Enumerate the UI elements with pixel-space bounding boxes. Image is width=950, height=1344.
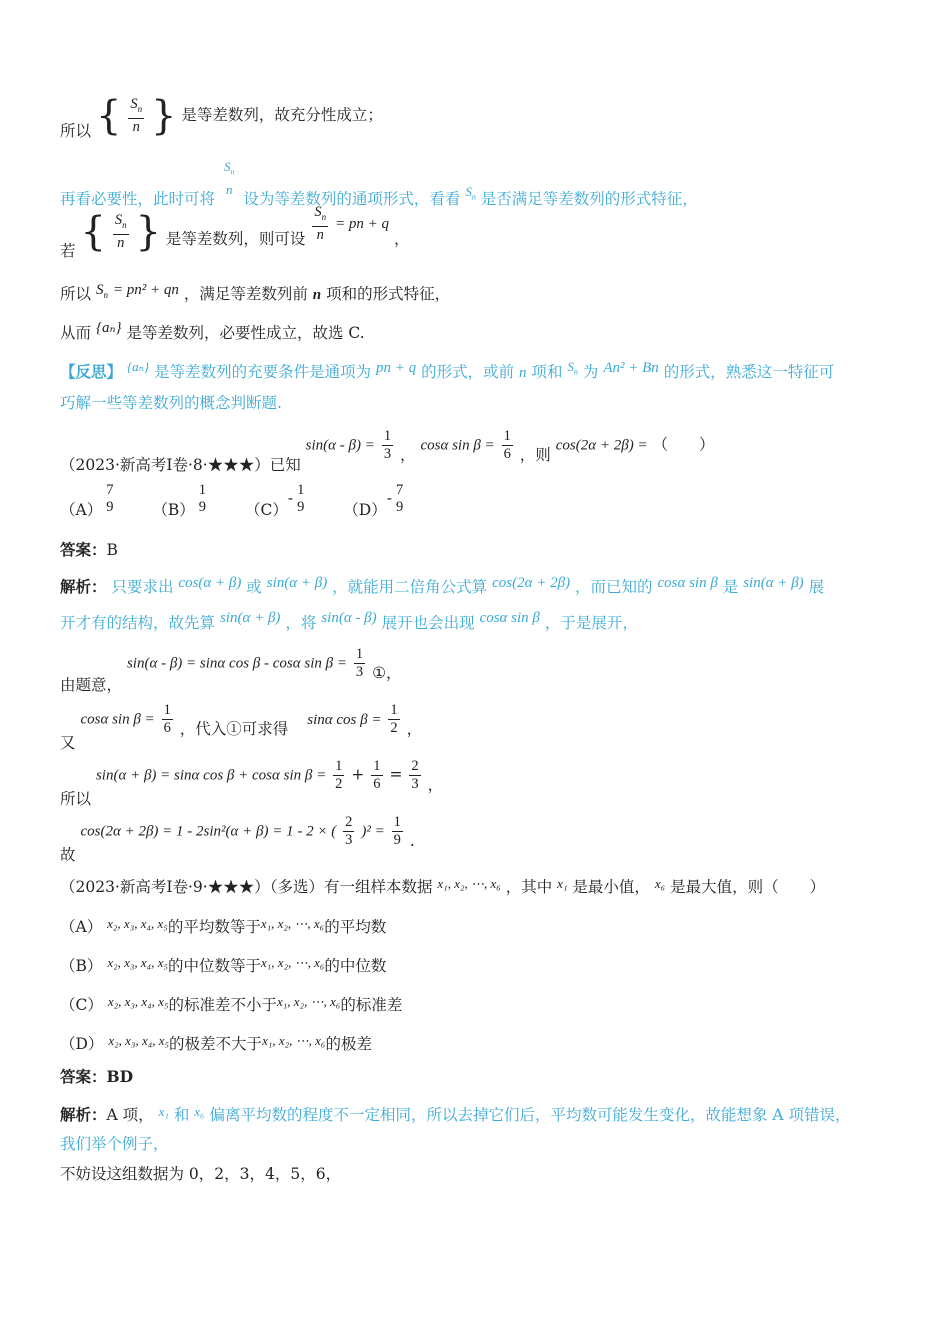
analysis-8 xyxy=(60,576,824,599)
text: 或 xyxy=(246,578,262,596)
option-9b[interactable] xyxy=(60,955,386,978)
text: ，而已知的 xyxy=(575,578,653,596)
fraction xyxy=(162,702,173,737)
answer-value: BD xyxy=(106,1067,134,1086)
analysis-9-cont xyxy=(60,1133,169,1155)
math-sequence: {aₙ} xyxy=(126,359,150,374)
text: 和 xyxy=(173,1106,190,1124)
math-expression: sinα cos β = xyxy=(307,711,382,728)
line-sn-form xyxy=(60,283,450,311)
math-expression: x₁, x₂, ⋯, x₆ xyxy=(437,876,501,891)
text: （ ） xyxy=(652,435,715,454)
answer-8 xyxy=(60,539,118,561)
minus-sign: - xyxy=(386,489,392,507)
frac-num: 1 xyxy=(393,814,401,830)
frac-den: 3 xyxy=(411,776,419,792)
text: ①， xyxy=(372,663,402,682)
text: ， xyxy=(394,230,410,248)
math-sequence: {aₙ} xyxy=(95,320,122,336)
frac-den: 2 xyxy=(390,720,398,736)
math-expression: cosα sin β = xyxy=(420,437,495,454)
math-expression: cosα sin β xyxy=(479,610,540,626)
text: 是等差数列，必要性成立，故选 C. xyxy=(126,324,365,342)
math-expression: cos(2α + 2β) = xyxy=(555,437,648,454)
text: 的中位数 xyxy=(324,957,387,975)
text: ，代入①可求得 xyxy=(179,719,289,738)
math-sn: Sn xyxy=(567,359,578,377)
math-expression: x₁ xyxy=(158,1104,169,1119)
math-expression: cosα sin β xyxy=(657,575,718,591)
math-expression: cos(α + β) xyxy=(178,575,242,591)
text: 若 xyxy=(60,242,76,260)
math-expression: )² = xyxy=(361,823,385,840)
math-expression: sin(α - β) xyxy=(321,610,377,626)
frac-num: 1 xyxy=(355,646,364,662)
math-expression: = pn + q xyxy=(335,216,390,232)
fraction-sn-over-n: $\frac{S_n}{n}$ xyxy=(314,204,327,243)
text: 的平均数等于 xyxy=(167,918,261,936)
text: ， xyxy=(427,775,444,794)
frac-sub: n xyxy=(137,103,143,114)
analysis-8-cont xyxy=(60,612,638,635)
text: 是最小值， xyxy=(572,878,650,896)
math-expression: x₂, x₃, x₄, x₅ xyxy=(107,955,168,970)
fraction xyxy=(197,482,208,516)
frac-num: 1 xyxy=(373,758,381,774)
text: . xyxy=(409,831,415,850)
frac-num: 1 xyxy=(198,482,207,498)
math-expression: cos(2α + 2β) = 1 - 2sin²(α + β) = 1 - 2 × ( xyxy=(80,823,337,840)
math-expression: cos(2α + 2β) xyxy=(492,575,571,591)
math-n: n xyxy=(312,287,322,303)
math-expression: An² + Bn xyxy=(603,360,659,376)
text: 开才有的结构，故先算 xyxy=(60,614,216,632)
text: 只要求出 xyxy=(111,578,174,596)
text: 不妨设这组数据为 0，2，3，4，5，6， xyxy=(60,1165,342,1183)
analysis-label: 解析： xyxy=(60,577,107,596)
text: ，就能用二倍角公式算 xyxy=(332,578,488,596)
analysis-label: 解析： xyxy=(60,1105,107,1124)
option-9d[interactable] xyxy=(60,1033,372,1056)
text: 所以 xyxy=(60,285,92,303)
option-a[interactable] xyxy=(60,482,117,519)
fraction-sn-over-n: $S_n$ n xyxy=(223,159,235,197)
frac-den: 9 xyxy=(393,832,401,848)
math-expression: sin(α - β) = sinα cos β - cosα sin β = xyxy=(126,655,347,672)
text: 所以 xyxy=(60,789,92,808)
frac-den: 3 xyxy=(383,446,392,462)
text: 项和的形式特征， xyxy=(326,285,451,303)
option-label: （D） xyxy=(60,1035,104,1053)
answer-value: B xyxy=(106,541,118,559)
line-assume-form xyxy=(60,204,410,260)
text: 是等差数列，故充分性成立； xyxy=(181,106,383,124)
fraction xyxy=(392,814,403,849)
line-necessity-intro xyxy=(60,158,698,208)
math-expression: x₁, x₂, ⋯, x₆ xyxy=(277,994,341,1009)
math-expression: x₂, x₃, x₄, x₅ xyxy=(107,916,168,931)
frac-den: 9 xyxy=(198,499,207,515)
text: 偏离平均数的程度不一定相同，所以去掉它们后，平均数可能发生变化，故能想象 A 项错误， xyxy=(209,1106,851,1124)
math-expression: sin(α + β) xyxy=(219,610,281,626)
text: ，其中 xyxy=(505,878,553,896)
option-label: （C） xyxy=(244,501,288,519)
answer-9 xyxy=(60,1066,133,1088)
text: 又 xyxy=(60,733,76,752)
question-8 xyxy=(60,428,715,474)
fraction xyxy=(371,758,382,793)
math-expression: sin(α + β) xyxy=(743,575,804,591)
question-8-options xyxy=(60,482,419,519)
frac-num: S xyxy=(130,96,138,113)
question-source: （2023·新高考Ⅰ卷·8·★★★）已知 xyxy=(60,455,301,474)
fraction xyxy=(354,646,365,681)
option-9a[interactable] xyxy=(60,916,386,939)
frac-den: 3 xyxy=(345,832,353,848)
text: 再看必要性，此时可将 xyxy=(60,189,216,208)
text: 展开也会出现 xyxy=(381,614,475,632)
text: 为 xyxy=(582,363,599,381)
frac-den: 9 xyxy=(395,499,404,515)
answer-label: 答案： xyxy=(60,540,107,559)
line-sufficiency-conclusion xyxy=(60,93,383,140)
text: 的中位数等于 xyxy=(168,957,262,975)
text: 是最大值，则（ ） xyxy=(670,878,826,896)
frac-den: n xyxy=(132,118,140,135)
reflection-label: 【反思】 xyxy=(60,362,123,381)
text: 的形式，或前 xyxy=(421,363,515,381)
option-label: （B） xyxy=(60,957,103,975)
step-2 xyxy=(60,702,423,752)
frac-den: 6 xyxy=(163,720,171,736)
math-expression: x₁ xyxy=(557,876,568,891)
fraction xyxy=(382,428,393,463)
text: 是 xyxy=(722,578,739,596)
frac-num: 1 xyxy=(163,702,171,718)
text: 我们举个例子， xyxy=(60,1135,169,1153)
option-label: （A） xyxy=(60,918,103,936)
frac-num: 2 xyxy=(411,758,419,774)
fraction xyxy=(343,814,354,849)
fraction xyxy=(295,482,306,516)
question-9 xyxy=(60,876,825,899)
fraction xyxy=(502,428,513,463)
math-sn: Sn xyxy=(465,183,476,202)
frac-den: 9 xyxy=(297,499,305,515)
fraction xyxy=(333,758,344,793)
text: 的标准差不小于 xyxy=(168,996,277,1014)
math-expression: cosα sin β = xyxy=(80,711,155,728)
left-brace: { xyxy=(80,209,106,255)
option-label: （B） xyxy=(152,501,195,519)
step-4 xyxy=(60,814,415,864)
frac-den: 9 xyxy=(106,499,114,515)
fraction xyxy=(409,758,420,793)
frac-den: 6 xyxy=(503,446,511,462)
text: ，满足等差数列前 xyxy=(183,285,308,303)
option-label: （A） xyxy=(60,501,103,519)
frac-num: 7 xyxy=(395,482,404,498)
frac-den: 6 xyxy=(373,776,381,792)
option-label: （C） xyxy=(60,996,103,1014)
equals-sign: = xyxy=(389,765,403,784)
frac-num: 2 xyxy=(345,814,353,830)
math-expression: x₁, x₂, ⋯, x₆ xyxy=(260,916,325,931)
text: 的极差不大于 xyxy=(169,1035,263,1053)
minus-sign: - xyxy=(287,489,294,507)
frac-num: 1 xyxy=(335,758,343,774)
option-label: （D） xyxy=(343,501,387,519)
line-reflection-cont xyxy=(60,392,282,414)
text: ， xyxy=(406,719,423,738)
question-source: （2023·新高考Ⅰ卷·9·★★★）（多选）有一组样本数据 xyxy=(60,878,433,896)
text: 所以 xyxy=(60,122,92,140)
answer-label: 答案： xyxy=(60,1067,107,1086)
text: 的形式，熟悉这一特征可 xyxy=(663,363,835,381)
right-brace: } xyxy=(151,93,177,139)
text: 巧解一些等差数列的概念判断题. xyxy=(60,394,282,412)
option-d[interactable] xyxy=(343,482,407,519)
fraction xyxy=(394,482,405,516)
option-b[interactable] xyxy=(152,482,210,519)
text: 的标准差 xyxy=(340,996,403,1014)
text: 的极差 xyxy=(325,1035,372,1053)
step-3 xyxy=(60,758,444,808)
fraction xyxy=(104,482,115,516)
math-n: n xyxy=(519,365,527,381)
text: 的平均数 xyxy=(324,918,387,936)
math-expression: x₁, x₂, ⋯, x₆ xyxy=(261,955,325,970)
text: 由题意， xyxy=(60,675,123,694)
right-brace: } xyxy=(135,209,161,255)
frac-den: 3 xyxy=(355,664,364,680)
math-expression: sin(α - β) = xyxy=(305,437,375,454)
frac-num: 1 xyxy=(503,428,511,444)
text: 设为等差数列的通项形式，看看 xyxy=(243,189,461,208)
frac-den: 2 xyxy=(335,776,343,792)
math-expression: x₂, x₃, x₄, x₅ xyxy=(108,1033,170,1048)
text: 从而 xyxy=(60,324,92,342)
math-expression: x₂, x₃, x₄, x₅ xyxy=(107,994,169,1009)
text: 是否满足等差数列的形式特征， xyxy=(480,189,698,208)
option-c[interactable] xyxy=(244,482,308,519)
text: 故 xyxy=(60,845,76,864)
text: 项和 xyxy=(531,363,563,381)
math-expression: = pn² + qn xyxy=(112,282,179,298)
line-conclusion-c xyxy=(60,322,365,345)
text: ，于是展开， xyxy=(544,614,638,632)
frac-num: 1 xyxy=(390,702,398,718)
math-expression: sin(α + β) = sinα cos β + cosα sin β = xyxy=(95,767,327,784)
step-1 xyxy=(60,646,402,694)
math-expression: x₆ xyxy=(194,1104,205,1119)
text: 展 xyxy=(808,578,825,596)
example-data-line xyxy=(60,1163,341,1185)
text: ，将 xyxy=(285,614,317,632)
math-expression: x₁, x₂, ⋯, x₆ xyxy=(262,1033,326,1048)
frac-num: 1 xyxy=(297,482,305,498)
plus-sign: + xyxy=(351,765,365,784)
analysis-9 xyxy=(60,1104,851,1127)
fraction-sn-over-n: $\frac{S_n}{n}$ xyxy=(114,212,127,251)
text: 是等差数列的充要条件是通项为 xyxy=(154,363,372,381)
fraction xyxy=(388,702,399,737)
text: A 项， xyxy=(106,1106,154,1124)
frac-num: 7 xyxy=(106,482,114,498)
left-brace: { xyxy=(95,93,122,139)
text: ， xyxy=(400,445,416,464)
frac-num: 1 xyxy=(383,428,392,444)
text: ，则 xyxy=(519,445,551,464)
math-expression: pn + q xyxy=(376,360,417,376)
math-sn: $S_n$ xyxy=(95,282,108,300)
option-9c[interactable] xyxy=(60,994,402,1017)
math-expression: x₆ xyxy=(654,876,666,891)
line-reflection xyxy=(60,361,834,390)
math-expression: sin(α + β) xyxy=(266,575,328,591)
fraction-sn-over-n xyxy=(128,96,144,136)
text: 是等差数列，则可设 xyxy=(165,230,306,248)
